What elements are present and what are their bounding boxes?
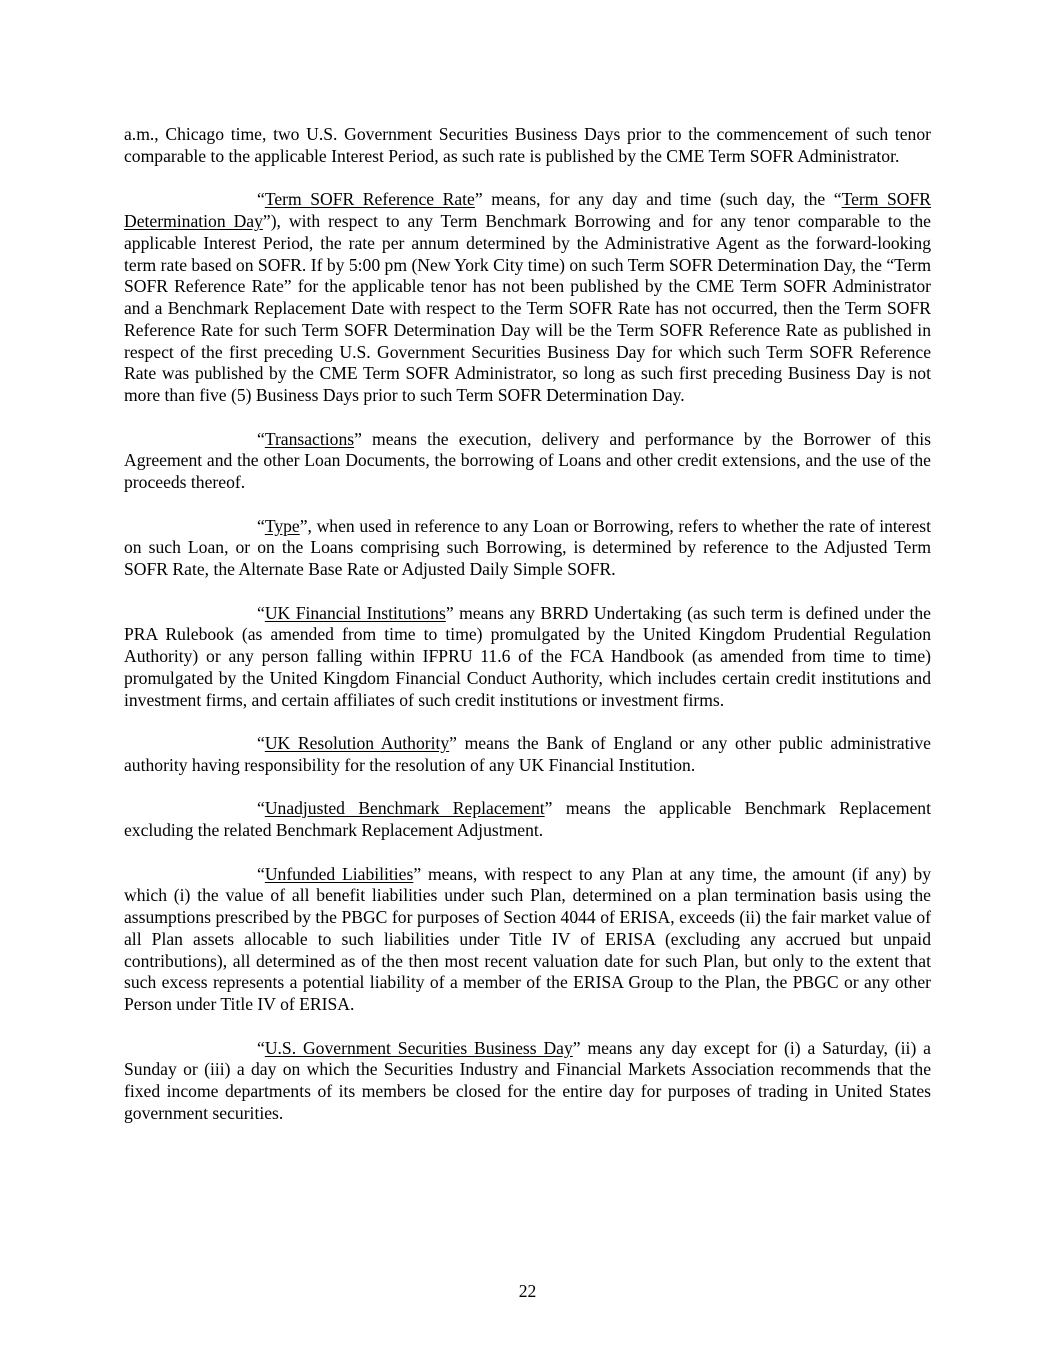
page-number: 22 <box>518 1281 537 1301</box>
definition-body: ” means the applicable Benchmark Replacement excluding the related Benchmark Replacement Adjustment. <box>124 798 931 840</box>
open-quote: “ <box>257 798 265 819</box>
open-quote: “ <box>257 863 265 884</box>
continuation-paragraph: a.m., Chicago time, two U.S. Government Securities Business Days prior to the commencement of such tenor comparable to the applicable Interest Period, as such rate is published by the CME Term SOFR Administrator. <box>124 124 931 166</box>
definition-term-sofr-reference-rate <box>124 189 931 407</box>
open-quote: “ <box>257 189 265 210</box>
open-quote: “ <box>257 602 265 623</box>
defined-term: UK Financial Institutions <box>264 602 446 623</box>
definition-body: ”, when used in reference to any Loan or Borrowing, refers to whether the rate of interest on such Loan, or on the Loans comprising such Borrowing, is determined by reference to the Adjusted Term SOFR Rate, the Alternate Base Rate or Adjusted Daily Simple SOFR. <box>124 515 931 579</box>
definition-body: ” means the Bank of England or any other public administrative authority having responsibility for the resolution of any UK Financial Institution. <box>124 733 931 775</box>
defined-term: Transactions <box>264 428 355 449</box>
definition-transactions <box>124 429 931 494</box>
definition-body: ” means the execution, delivery and performance by the Borrower of this Agreement and the other Loan Documents, the borrowing of Loans and other credit extensions, and the use of the proceeds thereof. <box>124 428 931 492</box>
definition-body: ” means any BRRD Undertaking (as such term is defined under the PRA Rulebook (as amended from time to time) promulgated by the United Kingdom Prudential Regulation Authority) or any person falling within IFPRU 11.6 of the FCA Handbook (as amended from time to time) promulgated by the United Kingdom Financial Conduct Authority, which includes certain credit institutions and investment firms, and certain affiliates of such credit institutions or investment firms. <box>124 602 931 710</box>
defined-term-secondary: Term SOFR Determination Day <box>124 189 931 231</box>
definition-body: ” means, with respect to any Plan at any time, the amount (if any) by which (i) the value of all benefit liabilities under such Plan, determined on a plan termination basis using the assumptions prescribed by the PBGC for purposes of Section 4044 of ERISA, exceeds (ii) the fair market value of all Plan assets allocable to such liabilities under Title IV of ERISA (excluding any accrued but unpaid contributions), all determined as of the then most recent valuation date for such Plan, but only to the extent that such excess represents a potential liability of a member of the ERISA Group to the Plan, the PBGC or any other Person under Title IV of ERISA. <box>124 863 931 1014</box>
open-quote: “ <box>257 428 265 449</box>
definition-uk-resolution-authority <box>124 733 931 777</box>
defined-term: Term SOFR Reference Rate <box>264 189 475 210</box>
definition-uk-financial-institutions <box>124 603 931 712</box>
after-term-text: ” means, for any day and time (such day, the “ <box>474 189 842 210</box>
definition-unadjusted-benchmark-replacement <box>124 798 931 842</box>
defined-term: Unfunded Liabilities <box>264 863 414 884</box>
defined-term: U.S. Government Securities Business Day <box>264 1037 573 1058</box>
definition-body: ”), with respect to any Term Benchmark Borrowing and for any tenor comparable to the applicable Interest Period, the rate per annum determined by the Administrative Agent as the forward-looking term rate based on SOFR. If by 5:00 pm (New York City time) on such Term SOFR Determination Day, the “Term SOFR Reference Rate” for the applicable tenor has not been published by the CME Term SOFR Administrator and a Benchmark Replacement Date with respect to the Term SOFR Rate has not occurred, then the Term SOFR Reference Rate for such Term SOFR Determination Day will be the Term SOFR Reference Rate as published in respect of the first preceding U.S. Government Securities Business Day for which such Term SOFR Reference Rate was published by the CME Term SOFR Administrator, so long as such first preceding Business Day is not more than five (5) Business Days prior to such Term SOFR Determination Day. <box>124 211 931 405</box>
definition-type <box>124 516 931 581</box>
definition-us-government-securities-business-day <box>124 1038 931 1125</box>
definition-body: ” means any day except for (i) a Saturday, (ii) a Sunday or (iii) a day on which the Securities Industry and Financial Markets Association recommends that the fixed income departments of its members be closed for the entire day for purposes of trading in United States government securities. <box>124 1037 931 1123</box>
document-page <box>124 124 931 1146</box>
open-quote: “ <box>257 733 265 753</box>
defined-term: Unadjusted Benchmark Replacement <box>264 798 545 819</box>
defined-term: Type <box>264 515 300 536</box>
definition-unfunded-liabilities <box>124 864 931 1016</box>
open-quote: “ <box>257 515 265 536</box>
open-quote: “ <box>257 1037 265 1058</box>
defined-term: UK Resolution Authority <box>264 733 450 753</box>
